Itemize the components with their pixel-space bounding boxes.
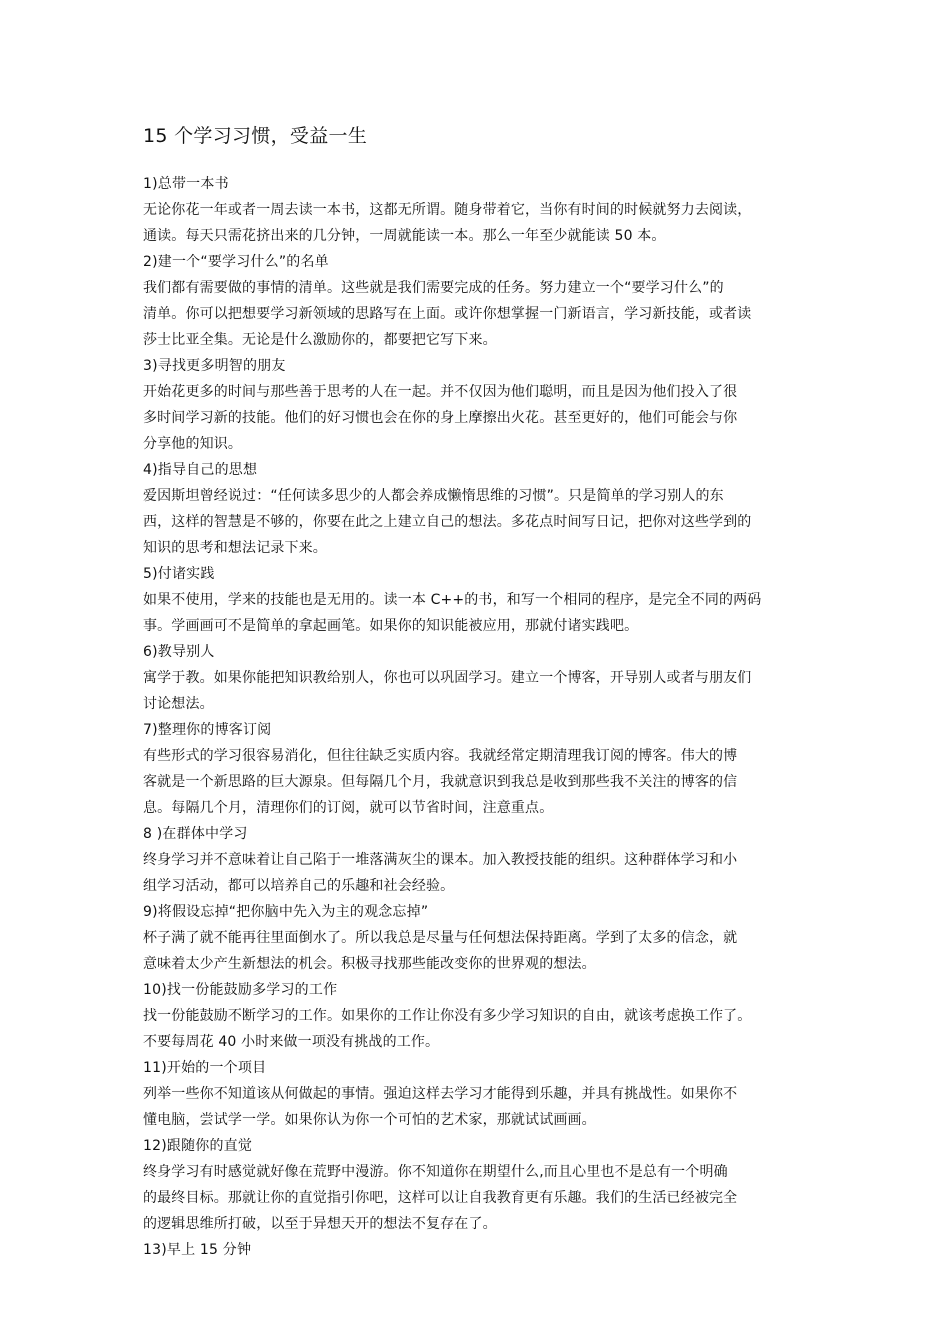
section-body <box>143 379 818 457</box>
section-heading: 12)跟随你的直觉 <box>143 1138 253 1154</box>
section-body <box>143 665 818 717</box>
section-heading: 11)开始的一个项目 <box>143 1060 267 1076</box>
paragraph-line: 知识的思考和想法记录下来。 <box>143 540 327 556</box>
section-body <box>143 1081 818 1133</box>
section-body <box>143 847 818 899</box>
paragraph-line: 终身学习并不意味着让自己陷于一堆落满灰尘的课本。加入教授技能的组织。这种群体学习和小 <box>143 852 738 868</box>
paragraph-line: 客就是一个新思路的巨大源泉。但每隔几个月，我就意识到我总是收到那些我不关注的博客的信 <box>143 774 738 790</box>
paragraph-line: 的逻辑思维所打破，以至于异想天开的想法不复存在了。 <box>143 1216 497 1232</box>
section-body <box>143 925 818 977</box>
paragraph-line: 如果不使用，学来的技能也是无用的。读一本 C++的书，和写一个相同的程序，是完全不同的两码 <box>143 592 762 608</box>
section-body <box>143 197 818 249</box>
paragraph-line: 终身学习有时感觉就好像在荒野中漫游。你不知道你在期望什么,而且心里也不是总有一个明确 <box>143 1164 728 1180</box>
paragraph-line: 莎士比亚全集。无论是什么激励你的，都要把它写下来。 <box>143 332 497 348</box>
section-heading: 6)教导别人 <box>143 644 215 660</box>
section-10 <box>143 977 818 1055</box>
paragraph-line: 杯子满了就不能再往里面倒水了。所以我总是尽量与任何想法保持距离。学到了太多的信念，就 <box>143 930 738 946</box>
section-heading: 5)付诸实践 <box>143 566 215 582</box>
paragraph-line: 分享他的知识。 <box>143 436 243 452</box>
section-heading: 9)将假设忘掉“把你脑中先入为主的观念忘掉” <box>143 904 429 920</box>
paragraph-line: 懂电脑，尝试学一学。如果你认为你一个可怕的艺术家，那就试试画画。 <box>143 1112 596 1128</box>
paragraph-line: 组学习活动，都可以培养自己的乐趣和社会经验。 <box>143 878 455 894</box>
paragraph-line: 讨论想法。 <box>143 696 214 712</box>
section-heading: 4)指导自己的思想 <box>143 462 258 478</box>
section-heading: 8 )在群体中学习 <box>143 826 248 842</box>
section-2 <box>143 249 818 353</box>
section-13 <box>143 1237 818 1263</box>
paragraph-line: 的最终目标。那就让你的直觉指引你吧，这样可以让自我教育更有乐趣。我们的生活已经被完全 <box>143 1190 738 1206</box>
paragraph-line: 列举一些你不知道该从何做起的事情。强迫这样去学习才能得到乐趣，并具有挑战性。如果你不 <box>143 1086 738 1102</box>
paragraph-line: 清单。你可以把想要学习新领域的思路写在上面。或许你想掌握一门新语言，学习新技能，或者读 <box>143 306 752 322</box>
paragraph-line: 通读。每天只需花挤出来的几分钟，一周就能读一本。那么一年至少就能读 50 本。 <box>143 228 666 244</box>
section-body <box>143 743 818 821</box>
section-9 <box>143 899 818 977</box>
section-body <box>143 275 818 353</box>
paragraph-line: 有些形式的学习很容易消化，但往往缺乏实质内容。我就经常定期清理我订阅的博客。伟大的博 <box>143 748 738 764</box>
section-8 <box>143 821 818 899</box>
paragraph-line: 开始花更多的时间与那些善于思考的人在一起。并不仅因为他们聪明，而且是因为他们投入了很 <box>143 384 738 400</box>
paragraph-line: 我们都有需要做的事情的清单。这些就是我们需要完成的任务。努力建立一个“要学习什么”的 <box>143 280 724 296</box>
section-heading: 7)整理你的博客订阅 <box>143 722 272 738</box>
paragraph-line: 不要每周花 40 小时来做一项没有挑战的工作。 <box>143 1034 440 1050</box>
section-heading: 3)寻找更多明智的朋友 <box>143 358 286 374</box>
section-body <box>143 587 818 639</box>
section-5 <box>143 561 818 639</box>
section-heading: 2)建一个“要学习什么”的名单 <box>143 254 329 270</box>
paragraph-line: 意味着太少产生新想法的机会。积极寻找那些能改变你的世界观的想法。 <box>143 956 596 972</box>
paragraph-line: 寓学于教。如果你能把知识教给别人，你也可以巩固学习。建立一个博客，开导别人或者与朋友们 <box>143 670 752 686</box>
section-7 <box>143 717 818 821</box>
section-heading: 1)总带一本书 <box>143 176 229 192</box>
section-4 <box>143 457 818 561</box>
section-1 <box>143 171 818 249</box>
paragraph-line: 西，这样的智慧是不够的，你要在此之上建立自己的想法。多花点时间写日记，把你对这些学到的 <box>143 514 752 530</box>
paragraph-line: 息。每隔几个月，清理你们的订阅，就可以节省时间，注意重点。 <box>143 800 554 816</box>
paragraph-line: 爱因斯坦曾经说过：“任何读多思少的人都会养成懒惰思维的习惯”。只是简单的学习别人的东 <box>143 488 724 504</box>
section-heading: 10)找一份能鼓励多学习的工作 <box>143 982 338 998</box>
paragraph-line: 事。学画画可不是简单的拿起画笔。如果你的知识能被应用，那就付诸实践吧。 <box>143 618 639 634</box>
section-body <box>143 483 818 561</box>
section-11 <box>143 1055 818 1133</box>
section-3 <box>143 353 818 457</box>
section-body <box>143 1159 818 1237</box>
section-body <box>143 1003 818 1055</box>
section-12 <box>143 1133 818 1237</box>
paragraph-line: 找一份能鼓励不断学习的工作。如果你的工作让你没有多少学习知识的自由，就该考虑换工作了。 <box>143 1008 752 1024</box>
document-content <box>143 171 818 1263</box>
section-heading: 13)早上 15 分钟 <box>143 1242 252 1258</box>
paragraph-line: 多时间学习新的技能。他们的好习惯也会在你的身上摩擦出火花。甚至更好的，他们可能会与你 <box>143 410 738 426</box>
document-title: 15 个学习习惯，受益一生 <box>143 125 368 147</box>
section-6 <box>143 639 818 717</box>
paragraph-line: 无论你花一年或者一周去读一本书，这都无所谓。随身带着它，当你有时间的时候就努力去阅读， <box>143 202 752 218</box>
